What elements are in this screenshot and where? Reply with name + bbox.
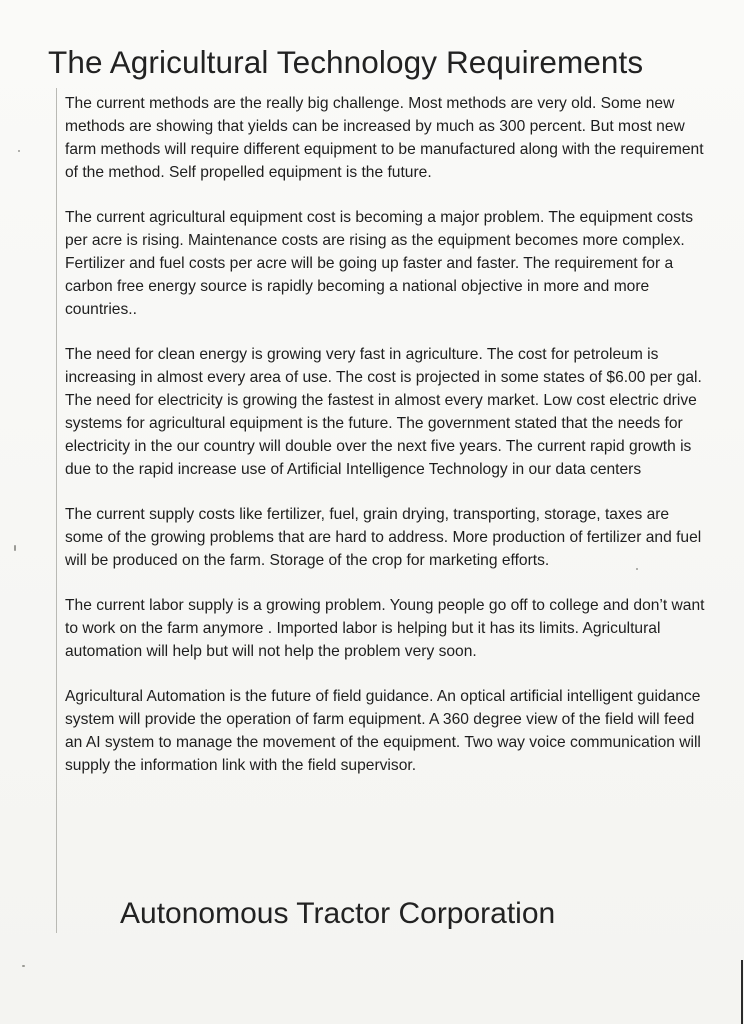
paragraph-supply-costs: The current supply costs like fertilizer, fuel, grain drying, transporting, storage, taxes are some of the growing problems that are hard to address. More production of fertilizer and fuel will be produced on the farm. Storage of the crop for marketing efforts. [65, 506, 702, 569]
scan-margin-line [56, 88, 57, 933]
scan-speck [22, 965, 25, 967]
scan-edge-mark [741, 960, 743, 1024]
paragraph-equipment-cost: The current agricultural equipment cost is becoming a major problem. The equipment costs per acre is rising. Maintenance costs are rising as the equipment becomes more complex. Fertilizer and fuel costs per acre will be going up faster and faster. The requirement for a carbon free energy source is rapidly becoming a national objective in more and more countries.. [65, 209, 694, 318]
scan-speck [18, 150, 20, 152]
paragraph-automation: Agricultural Automation is the future of field guidance. An optical artificial intelligent guidance system will provide the operation of farm equipment. A 360 degree view of the field will feed an AI system to manage the movement of the equipment. Two way voice communication will supply the information link with the field supervisor. [65, 688, 701, 774]
document-body [65, 92, 705, 799]
paragraph-clean-energy: The need for clean energy is growing very fast in agriculture. The cost for petroleum is increasing in almost every area of use. The cost is projected in some states of $6.00 per gal. The need for electricity is growing the fastest in almost every market. Low cost electric drive systems for agricultural equipment is the future. The government stated that the needs for electricity in the our country will double over the next five years. The current rapid growth is due to the rapid increase use of Artificial Intelligence Technology in our data centers [65, 346, 702, 478]
scan-speck [14, 545, 16, 551]
paragraph-labor-supply: The current labor supply is a growing problem. Young people go off to college and don’t want to work on the farm anymore . Imported labor is helping but it has its limits. Agricultural automation will help but will not help the problem very soon. [65, 597, 705, 660]
company-name: Autonomous Tractor Corporation [120, 897, 556, 930]
document-title: The Agricultural Technology Requirements [48, 44, 644, 81]
paragraph-methods: The current methods are the really big challenge. Most methods are very old. Some new methods are showing that yields can be increased by much as 300 percent. But most new farm methods will require different equipment to be manufactured along with the requirement of the method. Self propelled equipment is the future. [65, 95, 704, 181]
